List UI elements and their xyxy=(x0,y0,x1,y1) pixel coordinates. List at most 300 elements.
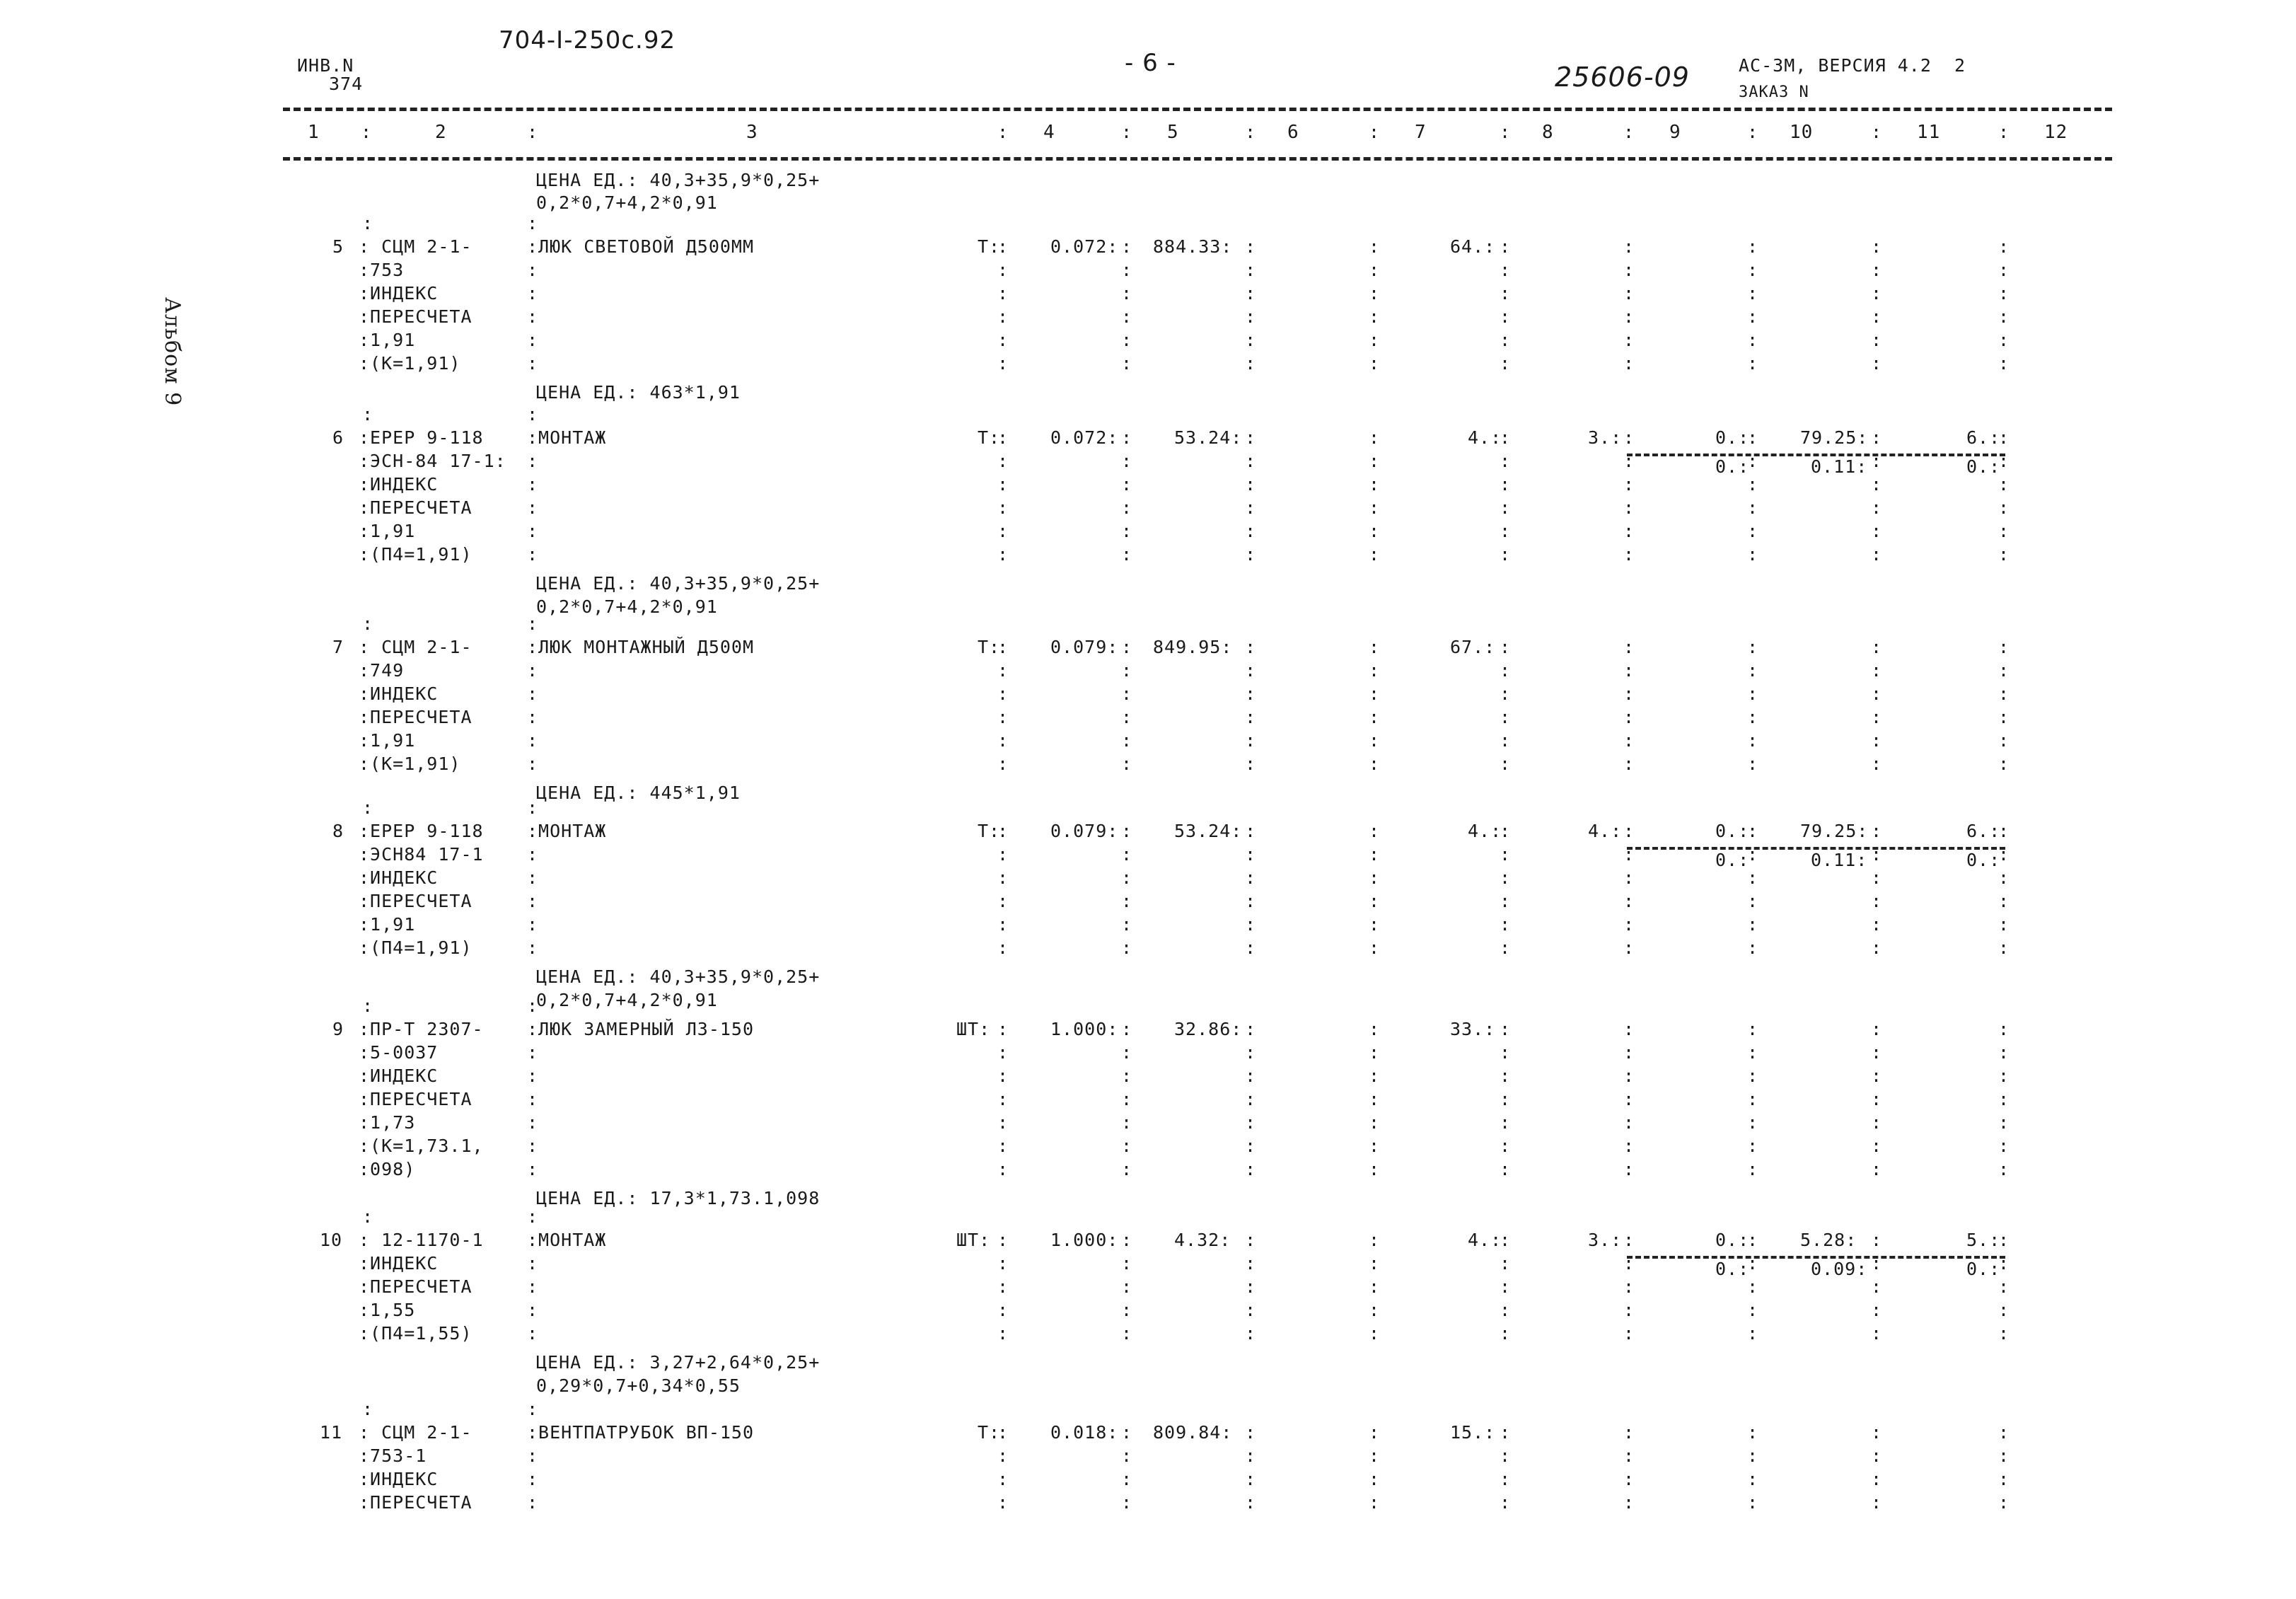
column-separator: : xyxy=(1747,754,1759,774)
column-separator: : xyxy=(1121,122,1133,142)
column-separator: : xyxy=(1623,497,1635,518)
column-separator: : xyxy=(1121,497,1133,518)
column-separator: : xyxy=(1998,660,2010,681)
column-separator: : xyxy=(1747,1300,1759,1320)
row-price-formula: ЦЕНА ЕД.: 445*1,91 xyxy=(536,783,741,803)
column-separator: : xyxy=(1623,821,1635,841)
column-separator: : xyxy=(1623,122,1635,142)
column-separator: : xyxy=(1998,236,2010,257)
column-separator: : xyxy=(1747,521,1759,541)
row-unit: Т: xyxy=(978,236,1001,257)
row-number: 10 xyxy=(320,1230,343,1250)
column-separator: : xyxy=(1871,474,1883,495)
column-separator: : xyxy=(1871,891,1883,911)
column-separator: : xyxy=(1121,1112,1133,1133)
column-separator: : xyxy=(1623,260,1635,280)
column-separator: : xyxy=(1500,637,1512,657)
column-header-12: 12 xyxy=(2044,122,2068,143)
col3-separator: : xyxy=(527,937,539,958)
column-separator: : xyxy=(1369,122,1381,142)
row-sub-col11: 0.: xyxy=(1966,850,2001,870)
column-separator: : xyxy=(1121,1230,1133,1250)
column-separator: : xyxy=(1245,637,1257,657)
column-separator: : xyxy=(1500,306,1512,327)
column-separator: : xyxy=(1121,474,1133,495)
column-separator: : xyxy=(1747,451,1759,471)
row-lead-colon: : xyxy=(527,1399,539,1419)
row-col7: 4.: xyxy=(1468,427,1502,448)
col3-separator: : xyxy=(527,683,539,704)
column-separator: : xyxy=(997,1066,1009,1086)
column-separator: : xyxy=(1623,544,1635,565)
row-lead-colon: : xyxy=(362,995,374,1016)
column-separator: : xyxy=(1747,1323,1759,1344)
column-separator: : xyxy=(1245,236,1257,257)
column-separator: : xyxy=(1998,867,2010,888)
col3-separator: : xyxy=(527,283,539,304)
column-separator: : xyxy=(997,427,1009,448)
column-separator: : xyxy=(1245,1422,1257,1443)
column-separator: : xyxy=(1369,1253,1381,1274)
column-separator: : xyxy=(1369,1066,1381,1086)
column-separator: : xyxy=(1121,1066,1133,1086)
column-separator: : xyxy=(1871,1066,1883,1086)
column-separator: : xyxy=(1747,283,1759,304)
row-number: 11 xyxy=(320,1422,343,1443)
column-header-1: 1 xyxy=(308,122,320,143)
column-header-5: 5 xyxy=(1167,122,1179,143)
col3-separator: : xyxy=(527,1276,539,1297)
column-separator: : xyxy=(1623,1253,1635,1274)
column-separator: : xyxy=(1998,1469,2010,1489)
column-separator: : xyxy=(1500,914,1512,935)
column-separator: : xyxy=(1500,1253,1512,1274)
column-separator: : xyxy=(1245,754,1257,774)
row-code-line: :ИНДЕКС xyxy=(359,474,439,495)
column-separator: : xyxy=(1623,867,1635,888)
row-code-line: : 12-1170-1 xyxy=(359,1230,484,1250)
row-sub-col11: 0.: xyxy=(1966,456,2001,477)
column-separator: : xyxy=(1871,1422,1883,1443)
row-price-formula: ЦЕНА ЕД.: 3,27+2,64*0,25+ xyxy=(536,1352,821,1373)
col3-separator: : xyxy=(527,260,539,280)
column-separator: : xyxy=(1500,1066,1512,1086)
row-col8: 3.: xyxy=(1588,1230,1623,1250)
column-separator: : xyxy=(1998,330,2010,350)
col3-separator: : xyxy=(527,497,539,518)
column-separator: : xyxy=(1121,1300,1133,1320)
row-code-line: :5-0037 xyxy=(359,1042,439,1063)
row-code-line: :ЕРЕР 9-118 xyxy=(359,821,484,841)
column-separator: : xyxy=(1245,683,1257,704)
column-separator: : xyxy=(1500,1422,1512,1443)
column-separator: : xyxy=(1747,544,1759,565)
column-separator: : xyxy=(1121,1469,1133,1489)
column-separator: : xyxy=(1121,1136,1133,1156)
column-separator: : xyxy=(1500,707,1512,727)
row-lead-colon: : xyxy=(362,1206,374,1227)
column-separator: : xyxy=(1871,1469,1883,1489)
row-lead-colon: : xyxy=(527,404,539,425)
row-price-formula: ЦЕНА ЕД.: 40,3+35,9*0,25+ xyxy=(536,573,821,594)
column-separator: : xyxy=(1245,451,1257,471)
column-separator: : xyxy=(1500,427,1512,448)
column-separator: : xyxy=(1500,867,1512,888)
column-separator: : xyxy=(1121,730,1133,751)
column-separator: : xyxy=(1121,521,1133,541)
row-lead-colon: : xyxy=(527,1206,539,1227)
row-number: 9 xyxy=(332,1019,344,1039)
col3-separator: : xyxy=(527,730,539,751)
row-col8: 4.: xyxy=(1588,821,1623,841)
column-separator: : xyxy=(1623,660,1635,681)
column-separator: : xyxy=(1369,427,1381,448)
column-separator: : xyxy=(1623,1089,1635,1109)
row-lead-colon: : xyxy=(527,613,539,634)
column-separator: : xyxy=(1998,637,2010,657)
order-label: ЗАКАЗ N xyxy=(1739,83,1809,101)
column-separator: : xyxy=(997,707,1009,727)
row-code-line: :ПЕРЕСЧЕТА xyxy=(359,1089,472,1109)
col3-separator: : xyxy=(527,1136,539,1156)
column-separator: : xyxy=(1871,1253,1883,1274)
row-name: :МОНТАЖ xyxy=(527,821,607,841)
column-separator: : xyxy=(1998,283,2010,304)
row-code-line: :1,91 xyxy=(359,521,416,541)
column-separator: : xyxy=(1998,353,2010,374)
column-separator: : xyxy=(1998,821,2010,841)
column-separator: : xyxy=(1245,1089,1257,1109)
column-separator: : xyxy=(1623,754,1635,774)
column-header-11: 11 xyxy=(1917,122,1941,143)
column-separator: : xyxy=(1623,1469,1635,1489)
column-separator: : xyxy=(1121,637,1133,657)
column-separator: : xyxy=(1623,1276,1635,1297)
column-separator: : xyxy=(1245,1276,1257,1297)
row-code-line: :749 xyxy=(359,660,405,681)
column-separator: : xyxy=(1623,451,1635,471)
col3-separator: : xyxy=(527,1066,539,1086)
column-separator: : xyxy=(1500,891,1512,911)
column-separator: : xyxy=(1121,330,1133,350)
column-separator: : xyxy=(1500,1469,1512,1489)
column-separator: : xyxy=(1871,1042,1883,1063)
column-separator: : xyxy=(1623,844,1635,865)
row-code-line: :ПЕРЕСЧЕТА xyxy=(359,1276,472,1297)
column-separator: : xyxy=(1623,1323,1635,1344)
col3-separator: : xyxy=(527,451,539,471)
row-code-line: :(П4=1,91) xyxy=(359,544,472,565)
column-separator: : xyxy=(1747,683,1759,704)
column-separator: : xyxy=(1871,937,1883,958)
column-separator: : xyxy=(1245,1159,1257,1179)
column-separator: : xyxy=(1871,683,1883,704)
column-separator: : xyxy=(1747,1136,1759,1156)
column-separator: : xyxy=(1871,544,1883,565)
column-separator: : xyxy=(1871,1445,1883,1466)
column-separator: : xyxy=(1747,660,1759,681)
row-price-formula: ЦЕНА ЕД.: 40,3+35,9*0,25+ xyxy=(536,966,821,987)
column-separator: : xyxy=(1121,260,1133,280)
column-separator: : xyxy=(1623,1136,1635,1156)
column-separator: : xyxy=(1245,1136,1257,1156)
column-separator: : xyxy=(997,637,1009,657)
column-separator: : xyxy=(1369,1019,1381,1039)
column-separator: : xyxy=(1121,754,1133,774)
column-separator: : xyxy=(1121,821,1133,841)
column-header-7: 7 xyxy=(1415,122,1427,143)
column-separator: : xyxy=(997,937,1009,958)
row-number: 7 xyxy=(332,637,344,657)
column-separator: : xyxy=(1245,707,1257,727)
row-code-line: :ЕРЕР 9-118 xyxy=(359,427,484,448)
column-separator: : xyxy=(1500,236,1512,257)
column-separator: : xyxy=(997,122,1009,142)
col3-separator: : xyxy=(527,844,539,865)
row-sub-col9: 0.: xyxy=(1715,850,1750,870)
column-separator: : xyxy=(1998,521,2010,541)
column-separator: : xyxy=(1245,544,1257,565)
column-separator: : xyxy=(997,451,1009,471)
column-separator: : xyxy=(1121,1019,1133,1039)
column-separator: : xyxy=(1369,1159,1381,1179)
col3-separator: : xyxy=(527,1253,539,1274)
row-quantity: 1.000: xyxy=(1050,1019,1119,1039)
column-separator: : xyxy=(1998,1066,2010,1086)
row-unit: Т: xyxy=(978,427,1001,448)
column-separator: : xyxy=(1121,1042,1133,1063)
row-code-line: :ПЕРЕСЧЕТА xyxy=(359,497,472,518)
column-separator: : xyxy=(1369,1276,1381,1297)
row-sub-col9: 0.: xyxy=(1715,456,1750,477)
column-separator: : xyxy=(997,1469,1009,1489)
column-separator: : xyxy=(1871,427,1883,448)
column-header-3: 3 xyxy=(746,122,758,143)
column-separator: : xyxy=(1121,1276,1133,1297)
column-separator: : xyxy=(1998,937,2010,958)
column-separator: : xyxy=(1369,637,1381,657)
row-lead-colon: : xyxy=(362,797,374,818)
column-separator: : xyxy=(1747,122,1759,142)
column-separator: : xyxy=(1623,1066,1635,1086)
column-separator: : xyxy=(1623,521,1635,541)
column-separator: : xyxy=(1500,1445,1512,1466)
column-separator: : xyxy=(1998,1136,2010,1156)
row-col10: 5.28: xyxy=(1800,1230,1857,1250)
column-separator: : xyxy=(997,914,1009,935)
column-separator: : xyxy=(1369,891,1381,911)
row-code-line: :(К=1,73.1, xyxy=(359,1136,484,1156)
row-quantity: 0.018: xyxy=(1050,1422,1119,1443)
row-code-line: :098) xyxy=(359,1159,416,1179)
column-separator: : xyxy=(997,754,1009,774)
column-separator: : xyxy=(1369,521,1381,541)
row-col10: 79.25: xyxy=(1800,427,1869,448)
column-separator: : xyxy=(997,1276,1009,1297)
column-separator: : xyxy=(1121,544,1133,565)
intro-price-line-2: 0,2*0,7+4,2*0,91 xyxy=(536,192,718,213)
column-separator: : xyxy=(1623,707,1635,727)
intro-price-line-1: ЦЕНА ЕД.: 40,3+35,9*0,25+ xyxy=(536,170,821,190)
column-separator: : xyxy=(1245,660,1257,681)
column-separator: : xyxy=(1121,427,1133,448)
col3-separator: : xyxy=(527,1159,539,1179)
row-unit-price: 4.32: xyxy=(1174,1230,1231,1250)
column-separator: : xyxy=(1500,1112,1512,1133)
column-separator: : xyxy=(1871,330,1883,350)
column-separator: : xyxy=(1871,844,1883,865)
row-code-line: :(К=1,91) xyxy=(359,353,461,374)
column-separator: : xyxy=(1245,821,1257,841)
column-separator: : xyxy=(1998,1323,2010,1344)
column-separator: : xyxy=(1121,283,1133,304)
column-separator: : xyxy=(361,122,373,142)
col3-separator: : xyxy=(527,521,539,541)
row-lead-colon: : xyxy=(527,995,539,1016)
row-code-line: :ИНДЕКС xyxy=(359,1066,439,1086)
row-code-line: :753-1 xyxy=(359,1445,427,1466)
row-col7: 4.: xyxy=(1468,821,1502,841)
column-separator: : xyxy=(1121,306,1133,327)
column-separator: : xyxy=(1500,451,1512,471)
column-separator: : xyxy=(1369,754,1381,774)
column-separator: : xyxy=(1500,1136,1512,1156)
column-separator: : xyxy=(1121,1159,1133,1179)
row-unit: ШТ: xyxy=(956,1230,991,1250)
column-separator: : xyxy=(1871,660,1883,681)
column-separator: : xyxy=(997,1422,1009,1443)
column-separator: : xyxy=(1245,353,1257,374)
column-separator: : xyxy=(1623,1300,1635,1320)
row-code-line: :ЭСН84 17-1 xyxy=(359,844,484,865)
column-separator: : xyxy=(997,821,1009,841)
column-separator: : xyxy=(1871,260,1883,280)
column-separator: : xyxy=(1623,306,1635,327)
column-separator: : xyxy=(1871,283,1883,304)
column-separator: : xyxy=(997,260,1009,280)
row-code-line: :1,91 xyxy=(359,914,416,935)
column-separator: : xyxy=(1998,544,2010,565)
column-separator: : xyxy=(1623,1492,1635,1513)
column-separator: : xyxy=(1369,451,1381,471)
column-separator: : xyxy=(997,683,1009,704)
column-separator: : xyxy=(1747,891,1759,911)
row-col11: 6.: xyxy=(1966,427,2001,448)
column-separator: : xyxy=(1623,236,1635,257)
column-separator: : xyxy=(1747,707,1759,727)
column-separator: : xyxy=(997,1159,1009,1179)
column-separator: : xyxy=(1871,821,1883,841)
column-separator: : xyxy=(1121,1089,1133,1109)
row-code-line: :1,91 xyxy=(359,330,416,350)
column-separator: : xyxy=(1369,1469,1381,1489)
row-sub-col9: 0.: xyxy=(1715,1259,1750,1279)
column-separator: : xyxy=(527,122,539,142)
column-separator: : xyxy=(997,1230,1009,1250)
col3-separator: : xyxy=(527,353,539,374)
column-separator: : xyxy=(997,521,1009,541)
column-separator: : xyxy=(1245,1112,1257,1133)
col3-separator: : xyxy=(527,1492,539,1513)
column-separator: : xyxy=(1623,1422,1635,1443)
row-code-line: :ИНДЕКС xyxy=(359,867,439,888)
row-quantity: 1.000: xyxy=(1050,1230,1119,1250)
row-unit-price: 32.86: xyxy=(1174,1019,1243,1039)
column-separator: : xyxy=(1871,1089,1883,1109)
column-separator: : xyxy=(1369,1112,1381,1133)
column-separator: : xyxy=(1245,1323,1257,1344)
column-separator: : xyxy=(1871,1159,1883,1179)
column-separator: : xyxy=(1245,1066,1257,1086)
column-separator: : xyxy=(1623,891,1635,911)
row-number: 8 xyxy=(332,821,344,841)
column-separator: : xyxy=(1747,353,1759,374)
column-separator: : xyxy=(1500,844,1512,865)
column-separator: : xyxy=(1747,1253,1759,1274)
row-code-line: :ИНДЕКС xyxy=(359,1253,439,1274)
column-separator: : xyxy=(1747,1019,1759,1039)
column-separator: : xyxy=(1747,1492,1759,1513)
col3-separator: : xyxy=(527,544,539,565)
column-separator: : xyxy=(1871,1136,1883,1156)
column-separator: : xyxy=(1998,497,2010,518)
row-unit-price: 809.84: xyxy=(1153,1422,1233,1443)
column-separator: : xyxy=(1369,867,1381,888)
row-col7: 64.: xyxy=(1450,236,1496,257)
column-separator: : xyxy=(1500,544,1512,565)
col3-separator: : xyxy=(527,306,539,327)
col3-separator: : xyxy=(527,1112,539,1133)
column-separator: : xyxy=(1500,497,1512,518)
column-separator: : xyxy=(1369,844,1381,865)
row-number: 5 xyxy=(332,236,344,257)
column-separator: : xyxy=(997,730,1009,751)
column-separator: : xyxy=(1121,707,1133,727)
column-separator: : xyxy=(1369,474,1381,495)
column-separator: : xyxy=(997,1136,1009,1156)
column-separator: : xyxy=(1871,353,1883,374)
row-name: :МОНТАЖ xyxy=(527,427,607,448)
row-code-line: :ИНДЕКС xyxy=(359,683,439,704)
column-header-8: 8 xyxy=(1542,122,1554,143)
row-lead-colon: : xyxy=(362,613,374,634)
column-separator: : xyxy=(1245,427,1257,448)
col3-separator: : xyxy=(527,1042,539,1063)
row-code-line: :753 xyxy=(359,260,405,280)
column-separator: : xyxy=(1245,122,1257,142)
column-separator: : xyxy=(1369,283,1381,304)
col3-separator: : xyxy=(527,1445,539,1466)
column-separator: : xyxy=(1871,1112,1883,1133)
row-name: :ЛЮК МОНТАЖНЫЙ Д500М xyxy=(527,637,755,657)
row-unit: Т: xyxy=(978,1422,1001,1443)
column-separator: : xyxy=(1871,521,1883,541)
column-separator: : xyxy=(1245,1492,1257,1513)
column-separator: : xyxy=(1998,1422,2010,1443)
column-separator: : xyxy=(1623,730,1635,751)
column-separator: : xyxy=(1245,1230,1257,1250)
column-separator: : xyxy=(1998,844,2010,865)
column-separator: : xyxy=(997,497,1009,518)
column-separator: : xyxy=(1500,1159,1512,1179)
column-separator: : xyxy=(1998,1300,2010,1320)
column-separator: : xyxy=(1871,1492,1883,1513)
column-separator: : xyxy=(1871,451,1883,471)
row-code-line: :ИНДЕКС xyxy=(359,283,439,304)
column-separator: : xyxy=(1500,937,1512,958)
column-separator: : xyxy=(1245,1445,1257,1466)
column-separator: : xyxy=(1500,330,1512,350)
